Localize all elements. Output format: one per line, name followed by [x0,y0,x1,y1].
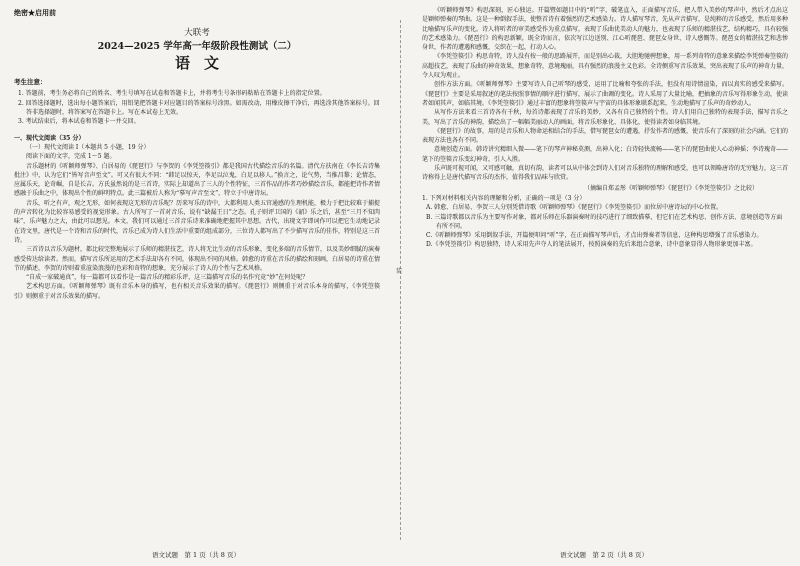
page-2 [408,0,800,566]
passage-paragraph: 音乐，听之有声，观之无形，如何表现这无形的音乐呢？历来写乐的诗中，大都利用人类五官通感的生理机能，极力于把比较难于捕捉的声音转化为比较容易感受的视觉形象。古人所写了一首对音乐，说有“缺漏王日”之态。孔子则评卫国的《韶》乐之后，甚至“三月不知肉味”，乐声魅力之大，由此可以想见。本文，我们可以通过三首音乐诗来准确地把握其中思想。古代，出现文字即词作可以把它生动地记录在诗文里，唐代是一个诗和音乐的时代，音乐已成为诗人们生活中重要的组成部分，三位诗人都写出了不少描写音乐的佳作，特别是这三首诗。 [14,199,381,244]
fold-mark: 装 [396,268,403,275]
answer-option: C.《听颖师弹琴》采用倒叙手法，开篇便叩问“听”字，在正面描写琴声后，才点出弹奏者等信息，这种构思增强了音乐感染力。 [426,232,763,240]
passage-paragraph: 乐声既可视可闻，又可感可触，真切有韵，读者可以从中体会到诗人们对音乐独特的理解和感受，也可以领略唐诗的无穷魅力，这三首诗称得上是唐代描写音乐的杰作，值得我们品味与欣赏。 [422,165,789,182]
answer-option: D.《李凭箜篌引》构思独特，诗人采用先声夺人的笔法展开，按照演奏的先后来组合意象，诗中意象显得人物形象更加丰富。 [426,241,757,249]
instruction: 阅读下面的文字，完成 1～5 题。 [26,153,116,161]
passage-paragraph: 艺术构思方面。《听颖师弹琴》既有音乐本身的描写，也有相关音乐效果的描写。《琵琶行》则侧重于对音乐本身的描写，《李凭箜篌引》则侧重于对音乐效果的描写。 [14,283,380,300]
passage-paragraph: 《听颖师弹琴》构思深刻，匠心独运。开篇暨如题目中的“听”字，破笔直入，正面描写音乐，把人带入美妙的琴声中，然后才点出这是颖师弹奏的琴曲。这是一种倒叙手法，使整首诗有着强烈的艺术感染力。诗人描写琴音，先从声音描写，是纯粹的音乐感受，然后用多种比喻描写乐声的变化。诗人将听者的审美感受作为重点描写，表现了乐曲优美动人的魅力，也表现了乐师的精湛技艺，结构精巧，具有较强的艺术感染力。《琵琶行》的构思新颖，既全诗而言，依次写江边送别、江心听琵琶、琵琶女身世、诗人感慨等。琵琶女的精湛技艺和悲惨身世，作者的遭遇和感慨，交织在一起，打动人心。 [422,7,789,52]
passage-paragraph: 《琵琶行》的故事，用的是音乐和人物命运相结合的手法，借写琵琶女的遭遇，抒发作者的感慨，使音乐有了深刻的社会内涵。它们的表现方法也各有不同。 [422,127,789,145]
subsection-heading: （一）现代文阅读 Ⅰ（本题共 5 小题，19 分） [26,143,150,151]
passage-paragraph: 从写作方法来看三首诗各有千秋，每首诗都表现了音乐的美妙，又各有自己独特的个性。诗人们用自己独特的表现手法，描写音乐之美，写出了音乐的神韵，描绘出了一幅幅美丽动人的画面，将音乐形象化、具体化，使得读者如身临其境。 [422,109,788,126]
section-heading: 一、现代文阅读（35 分） [14,134,85,142]
passage-paragraph: “自成一家破通真”，每一篇都可以看作是一篇音乐的精彩乐评，这三篇描写音乐的名作究竟“妙”在何处呢？ [26,274,309,282]
passage-paragraph: 意境创造方面。韩诗讲究精细入微——笔下的琴声神秘莫测，出神入化；白诗轻快流畅——笔下的琵琶曲使人心动神摇；李诗瑰奇——笔下的箜篌音乐变幻神奇，引人入胜。 [422,146,789,163]
subject-title: 语文 [174,53,233,72]
passage-paragraph: 三首诗以音乐为题材，都比较完整地展示了乐师的精湛技艺，诗人将无比生动的音乐形象，变化多端的音乐情节，以及美妙细腻的演奏感受传达给读者。然而，描写音乐所运用的艺术手法却各有不同，体现出不同的风格。韩愈的诗重在音乐的描绘和刻画，白居易的诗重在情节的描述，李贺的诗则着重渲染浪漫的色彩和奇特的想象，充分展示了诗人的个性与艺术风格。 [14,246,381,272]
passage-paragraph: 音乐题材的《听颖师弹琴》、白居易的《琵琶行》与李贺的《李凭箜篌引》都是我国古代描绘音乐的名篇。清代方扶南在《李长吉诗集批注》中，认为它们“皆写音声至文”。可又有很大不同：“韩足以惊天，李足以泣鬼，白足以移人。”换言之，论气势，当推昌黎；论情态，应属乐天，论奇崛，自是长吉。方氏虽然说的是三首诗，实际上却道出了三人的个性特征，三首作品的作者巧妙描绘音乐，都能把诗作者情感融于乐曲之中，体现出个性的鲜明特点。此三篇被后人称为“摹写声音至文”，特立于中唐诗坛。 [14,162,381,198]
note-item: 2. 回答选择题时，选出每小题答案后，用铅笔把答题卡对应题目的答案标号涂黑。如需改动，用橡皮擦干净后，再选涂其他答案标号。回答非选择题时，将答案写在答题卡上。写在本试卷上无效。 [18,99,380,117]
page-footer: 语文试题 第 2 页（共 8 页） [559,550,649,559]
page-1 [0,0,392,566]
note-item: 3. 考试结束后，将本试卷和答题卡一并交回。 [18,118,140,126]
page-footer: 语文试题 第 1 页（共 8 页） [151,550,241,559]
answer-option: B. 三篇诗歌都以音乐为主要写作对象，都对乐师在乐器演奏时的技巧进行了细致描摹，但它们在艺术构思、创作方法、意境创造等方面有所不同。 [426,213,783,230]
passage-paragraph: 创作方法方面。《听颖师弹琴》主要写诗人自己听琴的感受，运用了比喻和夸张的手法，但没有用诗情渲染，而以真实的感受来描写。《琵琶行》主要是采用叙述的笔法按照事情的顺序进行描写，展示了曲调的变化。诗人采用了大量比喻，把抽象的音乐写得形象生动，使读者如闻其声，如临其境。《李凭箜篌引》通过丰富的想象将箜篌声与宇宙的具体形象联系起来，生动地描写了乐声的奇妙动人。 [422,81,789,107]
question-stem: 1. 下列对材料相关内容的理解和分析，正确的一项是（3 分） [422,194,586,202]
passage-source: （摘编自郑孟彤《听颖师弹琴》《琵琶行》《李凭箜篌引》之比较） [583,184,758,192]
passage-paragraph: 《李凭箜篌引》构思奇特，诗人没有按一般的思路展开，而是别出心裁，大胆地驰骋想象，用一系列奇特的意象来描绘李凭弹奏箜篌的高超技艺，表现了乐曲的神奇效果，想象奇特，意境瑰丽，具有强烈的浪漫主义色彩。全诗侧重写音乐效果，突出表现了乐声的神奇力量，令人叹为观止。 [422,53,789,80]
secret-label: 绝密★启用前 [14,8,56,17]
exam-name: 大联考 [184,28,210,39]
exam-year: 2024—2025 学年高一年级阶段性测试（二） [97,40,297,52]
notes-title: 考生注意： [14,78,47,87]
answer-option: A. 韩愈、白居易、李贺三人分别凭借诗歌《听颖师弹琴》《琵琶行》《李凭箜篌引》而位居中唐诗坛的中心位置。 [426,204,723,212]
note-item: 1. 答题前，考生务必将自己的姓名、考生号填写在试卷和答题卡上，并将考生号条形码粘贴在答题卡上的指定位置。 [18,90,326,98]
fold-divider [400,20,401,540]
